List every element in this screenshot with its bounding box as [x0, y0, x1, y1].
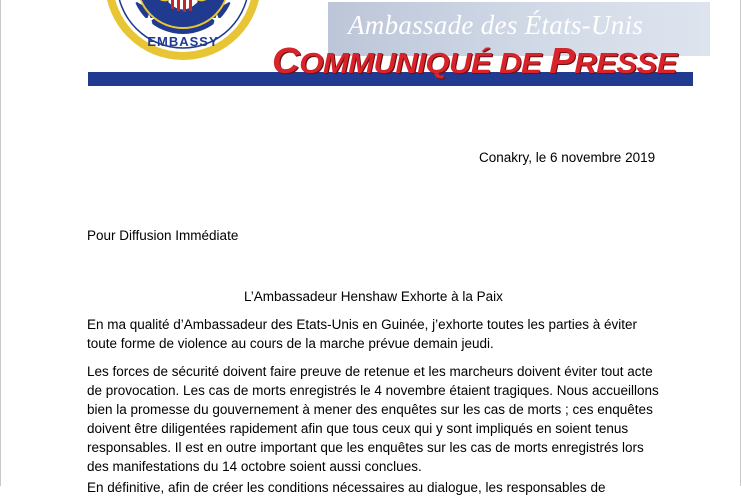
paragraph: En ma qualité d’Ambassadeur des Etats-Unis en Guinée, j’exhorte toutes les parties à éviter toute forme de violence au cours de la marche prévue demain jeudi. [87, 317, 638, 351]
paragraph: En définitive, afin de créer les conditions nécessaires au dialogue, les responsables de [87, 480, 606, 495]
paragraph: Les forces de sécurité doivent faire preuve de retenue et les marcheurs doivent éviter tout acte de provocation. Les cas de morts enregistrés le 4 novembre étaient tragiques. Nous accueillons bien la promesse du gouvernement à mener des enquêtes sur les cas de morts ; ces enquêtes doivent être diligentées rapidement afin que tous ceux qui y sont impliqués en soient tenus responsables. Il est en outre important que les enquêtes sur les cas de morts enregistrés lors des manifestations du 14 octobre soient aussi conclues. [87, 364, 659, 474]
page-edge-left [0, 0, 1, 486]
headline: L’Ambassadeur Henshaw Exhorte à la Paix [244, 289, 503, 304]
seal-text: EMBASSY [147, 34, 219, 49]
dateline: Conakry, le 6 novembre 2019 [479, 150, 656, 165]
banner-subtitle: Ambassade des États-Unis [348, 10, 644, 40]
press-release-title: COMMUNIQUÉ DE PRESSE [272, 40, 677, 81]
release-notice: Pour Diffusion Immédiate [87, 228, 239, 243]
embassy-seal [103, 0, 263, 62]
